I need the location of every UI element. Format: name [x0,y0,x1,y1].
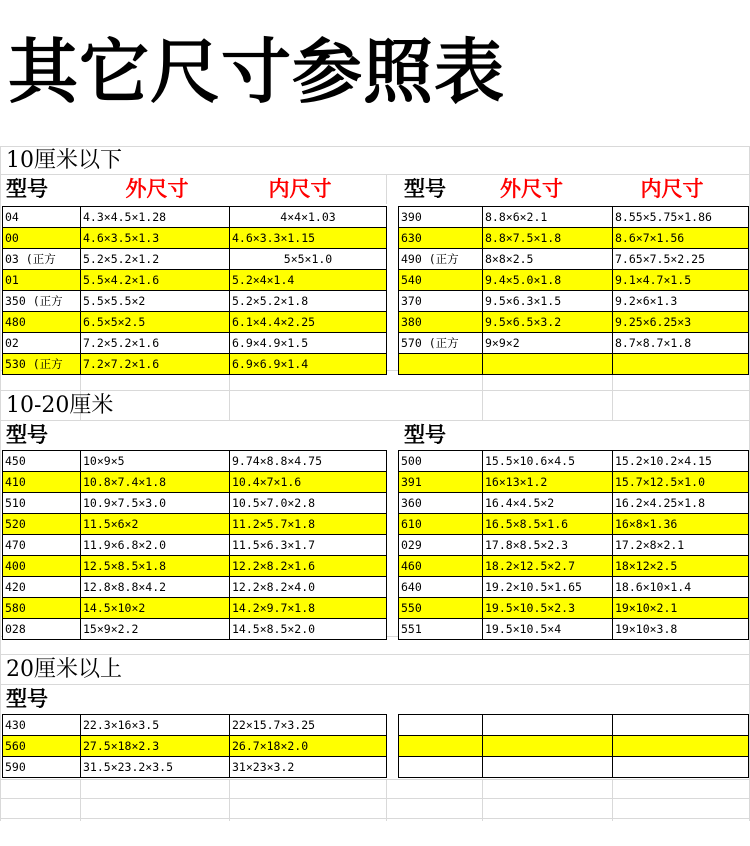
table-row [399,514,749,535]
outer-size-cell: 11.9×6.8×2.0 [81,535,230,556]
model-cell: 520 [3,514,81,535]
model-header: 型号 [6,177,48,201]
model-cell: 400 [3,556,81,577]
table-row [3,451,387,472]
outer-size-cell: 31.5×23.2×3.5 [81,757,230,778]
model-cell: 360 [399,493,483,514]
table-row [399,577,749,598]
inner-size-cell: 8.6×7×1.56 [613,228,749,249]
model-cell: 391 [399,472,483,493]
table-row [399,535,749,556]
model-cell: 540 [399,270,483,291]
model-cell: 500 [399,451,483,472]
outer-size-cell: 16.5×8.5×1.6 [483,514,613,535]
outer-size-cell: 4.3×4.5×1.28 [81,207,230,228]
table-row [399,291,749,312]
table-row [399,312,749,333]
model-cell: 610 [399,514,483,535]
size-table-right [398,206,749,375]
model-cell: 480 [3,312,81,333]
outer-size-cell: 19.5×10.5×2.3 [483,598,613,619]
outer-size-cell: 12.5×8.5×1.8 [81,556,230,577]
model-cell: 551 [399,619,483,640]
table-row [3,598,387,619]
outer-size-cell [483,715,613,736]
table-row [3,207,387,228]
table-row [3,736,387,757]
outer-size-cell: 17.8×8.5×2.3 [483,535,613,556]
model-cell: 390 [399,207,483,228]
inner-size-cell: 9.74×8.8×4.75 [230,451,387,472]
outer-size-cell: 8.8×6×2.1 [483,207,613,228]
model-cell: 510 [3,493,81,514]
table-row [3,291,387,312]
model-cell: 370 [399,291,483,312]
outer-size-cell: 14.5×10×2 [81,598,230,619]
inner-size-cell: 26.7×18×2.0 [230,736,387,757]
inner-size-cell: 6.9×6.9×1.4 [230,354,387,375]
table-row [3,493,387,514]
outer-size-cell: 18.2×12.5×2.7 [483,556,613,577]
table-row [399,270,749,291]
table-row [3,249,387,270]
outer-size-cell: 8×8×2.5 [483,249,613,270]
inner-size-cell: 5×5×1.0 [230,249,387,270]
table-row [3,312,387,333]
inner-size-cell: 9.2×6×1.3 [613,291,749,312]
outer-size-cell: 19.5×10.5×4 [483,619,613,640]
table-row [3,577,387,598]
outer-size-cell [483,354,613,375]
size-table-left [2,714,387,778]
inner-size-cell [613,757,749,778]
outer-size-cell: 5.5×5.5×2 [81,291,230,312]
outer-size-cell: 15×9×2.2 [81,619,230,640]
model-cell: 490 (正方 [399,249,483,270]
inner-size-cell: 11.5×6.3×1.7 [230,535,387,556]
model-cell: 640 [399,577,483,598]
outer-size-cell: 12.8×8.8×4.2 [81,577,230,598]
inner-size-cell: 8.55×5.75×1.86 [613,207,749,228]
table-row [3,354,387,375]
outer-size-cell: 16×13×1.2 [483,472,613,493]
table-row [399,228,749,249]
table-row [399,354,749,375]
model-cell: 590 [3,757,81,778]
outer-size-cell: 27.5×18×2.3 [81,736,230,757]
outer-size-cell: 15.5×10.6×4.5 [483,451,613,472]
table-row [399,207,749,228]
outer-size-cell [483,757,613,778]
inner-size-cell: 12.2×8.2×1.6 [230,556,387,577]
model-cell: 00 [3,228,81,249]
model-header: 型号 [404,423,446,447]
model-cell [399,715,483,736]
outer-size-cell: 9.4×5.0×1.8 [483,270,613,291]
model-cell: 03 (正方 [3,249,81,270]
outer-size-cell: 11.5×6×2 [81,514,230,535]
inner-size-cell: 4.6×3.3×1.15 [230,228,387,249]
outer-size-cell: 9×9×2 [483,333,613,354]
table-row [399,333,749,354]
outer-size-cell: 7.2×5.2×1.6 [81,333,230,354]
outer-size-cell: 4.6×3.5×1.3 [81,228,230,249]
inner-size-cell: 19×10×3.8 [613,619,749,640]
inner-size-cell: 12.2×8.2×4.0 [230,577,387,598]
model-cell [399,354,483,375]
size-table-left [2,206,387,375]
size-table-right [398,714,749,778]
outer-size-cell: 9.5×6.5×3.2 [483,312,613,333]
inner-size-header: 内尺寸 [640,177,704,201]
model-cell: 01 [3,270,81,291]
model-cell: 02 [3,333,81,354]
table-row [3,619,387,640]
table-row [399,598,749,619]
inner-size-cell: 14.2×9.7×1.8 [230,598,387,619]
page-title: 其它尺寸参照表 [8,31,505,113]
outer-size-cell: 10.8×7.4×1.8 [81,472,230,493]
inner-size-cell: 31×23×3.2 [230,757,387,778]
outer-size-cell: 9.5×6.3×1.5 [483,291,613,312]
model-cell: 380 [399,312,483,333]
model-cell [399,757,483,778]
spreadsheet [0,146,750,821]
inner-size-cell: 8.7×8.7×1.8 [613,333,749,354]
table-row [3,514,387,535]
outer-size-cell: 5.2×5.2×1.2 [81,249,230,270]
table-row [399,451,749,472]
inner-size-cell: 10.5×7.0×2.8 [230,493,387,514]
table-row [399,715,749,736]
outer-size-cell: 22.3×16×3.5 [81,715,230,736]
model-cell: 450 [3,451,81,472]
outer-size-cell: 8.8×7.5×1.8 [483,228,613,249]
size-table-left [2,450,387,640]
outer-size-cell: 7.2×7.2×1.6 [81,354,230,375]
inner-size-cell: 14.5×8.5×2.0 [230,619,387,640]
table-row [399,472,749,493]
outer-size-cell: 10×9×5 [81,451,230,472]
size-table-right [398,450,749,640]
model-cell: 470 [3,535,81,556]
inner-size-cell: 7.65×7.5×2.25 [613,249,749,270]
inner-size-cell [613,715,749,736]
inner-size-cell [613,736,749,757]
inner-size-cell: 18×12×2.5 [613,556,749,577]
table-row [3,715,387,736]
table-row [399,493,749,514]
section-title: 10-20厘米 [6,393,114,418]
inner-size-header: 内尺寸 [268,177,332,201]
inner-size-cell: 17.2×8×2.1 [613,535,749,556]
model-cell: 028 [3,619,81,640]
inner-size-cell: 16×8×1.36 [613,514,749,535]
inner-size-cell: 5.2×4×1.4 [230,270,387,291]
model-cell: 410 [3,472,81,493]
model-cell: 350 (正方 [3,291,81,312]
inner-size-cell: 18.6×10×1.4 [613,577,749,598]
model-cell: 580 [3,598,81,619]
model-cell: 570 (正方 [399,333,483,354]
outer-size-cell: 5.5×4.2×1.6 [81,270,230,291]
model-header: 型号 [6,423,48,447]
inner-size-cell: 5.2×5.2×1.8 [230,291,387,312]
model-cell: 530 (正方 [3,354,81,375]
inner-size-cell: 22×15.7×3.25 [230,715,387,736]
inner-size-cell: 9.25×6.25×3 [613,312,749,333]
section-title: 20厘米以上 [6,657,122,682]
table-row [3,270,387,291]
model-header: 型号 [404,177,446,201]
table-row [3,535,387,556]
outer-size-cell: 6.5×5×2.5 [81,312,230,333]
outer-size-cell [483,736,613,757]
model-cell: 460 [399,556,483,577]
model-cell: 029 [399,535,483,556]
outer-size-cell: 19.2×10.5×1.65 [483,577,613,598]
inner-size-cell: 15.7×12.5×1.0 [613,472,749,493]
inner-size-cell: 6.1×4.4×2.25 [230,312,387,333]
inner-size-cell: 10.4×7×1.6 [230,472,387,493]
inner-size-cell: 16.2×4.25×1.8 [613,493,749,514]
table-row [399,556,749,577]
table-row [399,249,749,270]
inner-size-cell: 15.2×10.2×4.15 [613,451,749,472]
table-row [3,556,387,577]
inner-size-cell: 9.1×4.7×1.5 [613,270,749,291]
inner-size-cell [613,354,749,375]
outer-size-header: 外尺寸 [500,177,563,201]
model-cell: 560 [3,736,81,757]
model-cell: 630 [399,228,483,249]
inner-size-cell: 19×10×2.1 [613,598,749,619]
outer-size-header: 外尺寸 [125,177,189,201]
table-row [3,228,387,249]
table-row [3,472,387,493]
table-row [399,619,749,640]
model-header: 型号 [6,687,48,711]
model-cell [399,736,483,757]
inner-size-cell: 4×4×1.03 [230,207,387,228]
model-cell: 420 [3,577,81,598]
model-cell: 430 [3,715,81,736]
outer-size-cell: 16.4×4.5×2 [483,493,613,514]
inner-size-cell: 6.9×4.9×1.5 [230,333,387,354]
section-title: 10厘米以下 [6,148,122,173]
table-row [399,757,749,778]
model-cell: 04 [3,207,81,228]
table-row [3,333,387,354]
table-row [399,736,749,757]
model-cell: 550 [399,598,483,619]
inner-size-cell: 11.2×5.7×1.8 [230,514,387,535]
table-row [3,757,387,778]
outer-size-cell: 10.9×7.5×3.0 [81,493,230,514]
